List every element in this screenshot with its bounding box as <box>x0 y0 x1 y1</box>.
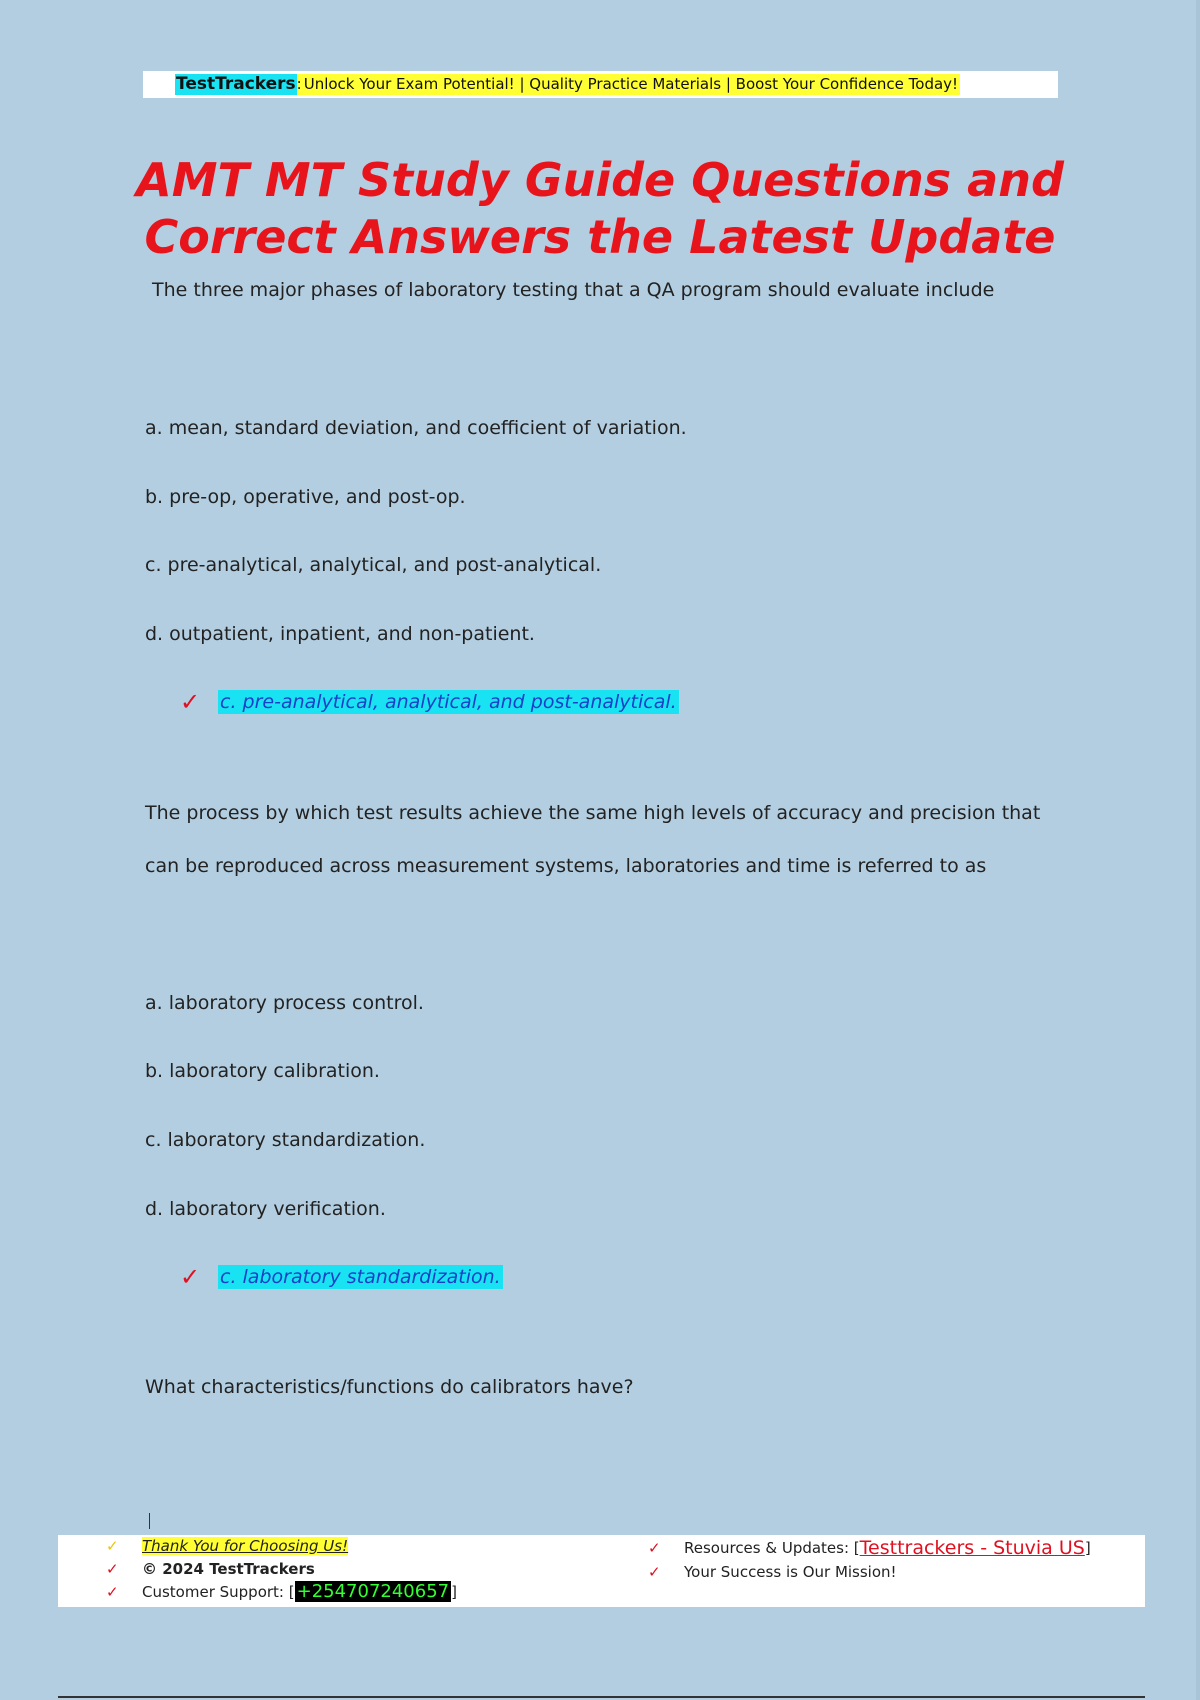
question-1-answer <box>180 688 679 716</box>
header-tagline: Unlock Your Exam Potential! | Quality Practice Materials | Boost Your Confidence Today! <box>303 75 959 93</box>
check-icon: ✓ <box>180 688 201 716</box>
footer-copyright <box>106 1560 315 1578</box>
mission-text: Your Success is Our Mission! <box>684 1563 897 1581</box>
resources-label: Resources & Updates: [ <box>684 1539 860 1557</box>
footer-mission <box>648 1563 897 1581</box>
thanks-text: Thank You for Choosing Us! <box>142 1537 349 1555</box>
header-separator: : <box>296 75 302 93</box>
check-icon: ✓ <box>648 1539 661 1557</box>
check-icon: ✓ <box>106 1560 119 1578</box>
question-2-option-a: a. laboratory process control. <box>145 992 424 1014</box>
support-phone[interactable]: +254707240657 <box>296 1581 450 1602</box>
question-2-option-b: b. laboratory calibration. <box>145 1060 380 1082</box>
page-edge <box>1196 0 1200 1700</box>
question-1-text: The three major phases of laboratory testing that a QA program should evaluate include <box>152 279 995 301</box>
question-3-text: What characteristics/functions do calibrators have? <box>145 1376 634 1398</box>
document-title <box>130 152 1070 266</box>
support-close-bracket: ] <box>451 1582 457 1601</box>
question-1-option-d: d. outpatient, inpatient, and non-patient. <box>145 623 535 645</box>
bottom-divider <box>58 1696 1145 1698</box>
question-2-text-line-2: can be reproduced across measurement systems, laboratories and time is referred to as <box>145 855 987 877</box>
question-1-option-a: a. mean, standard deviation, and coefficient of variation. <box>145 417 687 439</box>
header-banner <box>143 71 1058 98</box>
resources-link[interactable]: Testtrackers - Stuvia US <box>859 1537 1085 1559</box>
question-2-option-c: c. laboratory standardization. <box>145 1129 426 1151</box>
title-line-1: AMT MT Study Guide Questions and <box>136 153 1064 207</box>
support-label: Customer Support: [ <box>142 1582 295 1601</box>
question-2-answer-text: c. laboratory standardization. <box>220 1266 501 1288</box>
footer-box <box>58 1535 1145 1607</box>
question-2-option-d: d. laboratory verification. <box>145 1198 386 1220</box>
title-line-2: Correct Answers the Latest Update <box>144 210 1056 264</box>
question-1-option-b: b. pre-op, operative, and post-op. <box>145 486 466 508</box>
header-content <box>175 74 960 95</box>
brand-name: TestTrackers <box>176 74 296 94</box>
text-cursor <box>149 1513 150 1529</box>
footer-support <box>106 1581 457 1602</box>
resources-close-bracket: ] <box>1084 1539 1091 1557</box>
footer-thanks <box>106 1537 348 1555</box>
footer-resources <box>648 1537 1091 1559</box>
question-2-answer <box>180 1263 503 1291</box>
check-icon: ✓ <box>106 1582 119 1601</box>
check-icon: ✓ <box>648 1563 661 1581</box>
copyright-text: © 2024 TestTrackers <box>142 1560 315 1578</box>
question-1-answer-text: c. pre-analytical, analytical, and post-analytical. <box>220 691 677 713</box>
question-2-text-line-1: The process by which test results achieve the same high levels of accuracy and precision that <box>145 802 1041 824</box>
check-icon: ✓ <box>106 1537 119 1555</box>
question-1-option-c: c. pre-analytical, analytical, and post-analytical. <box>145 554 602 576</box>
check-icon: ✓ <box>180 1263 201 1291</box>
